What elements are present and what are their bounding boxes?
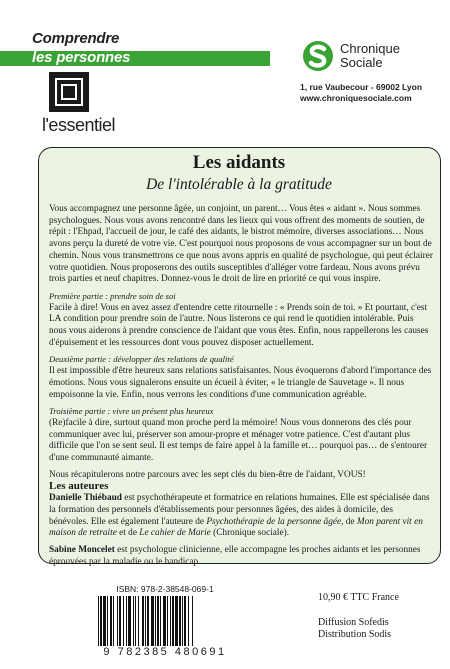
publisher-name-line2: Sociale [340,55,383,70]
barcode-block [90,584,240,660]
book-subtitle: De l'intolérable à la gratitude [146,176,332,193]
diffusion-label: Diffusion Sofedis [318,617,389,628]
nested-squares-icon [49,72,89,112]
publisher-address: 1, rue Vaubecour - 69002 Lyon [300,82,423,92]
isbn-label: ISBN: 978-2-38548-069-1 [116,584,214,594]
part2-text: Il est impossible d'être heureux sans relations satisfaisantes. Nous évoquerons d'abord l'importance des émotions. Nous vous signalerons ensuite un écueil à éviter, « le triangle de Sauvetage ». Il nous empoisonne la vie. Enfin, nous verrons les conditions d'une communication agréable. [49,366,432,400]
publisher-name-line1: Chronique [340,41,400,56]
author1-book3: Le cahier de Marie [139,528,211,539]
part2-title: Deuxième partie : développer des relations de qualité [49,354,234,365]
publisher-name [340,42,400,70]
summary-panel [38,147,441,567]
part1-text: Facile à dire! Vous en avez assez d'entendre cette ritournelle : « Prends soin de toi. » Et pourtant, c'est LA condition pour prendre soin de l'autre. Nous listerons ce qui rend le quotidien intolérable. Puis nous vous aiderons à prendre conscience de l'aidant que vous êtes. Enfin, nous rappellerons les causes d'épuisement et les ressources dont vous pouvez disposer actuellement. [49,302,429,348]
authors-heading: Les auteures [49,480,109,493]
barcode-digits: 9 782385 480691 [103,646,227,658]
series-title-line1: Comprendre [32,30,120,47]
part3-text: (Re)facile à dire, surtout quand mon proche perd la mémoire! Nous vous donnerons des clés pour communiquer avec lui, préserver son amour-propre et ménager votre patience. C'est d'autant plus difficile que l'on se sent seul. Il est temps de faire appel à la famille et… pourquoi pas… de s'entourer d'une communauté aimante. [49,417,428,464]
author2-bio [49,545,433,568]
author1-name: Danielle Thiébaud [49,493,122,504]
author1-book2: Mon parent vit en maison de retraite [49,516,423,539]
author2-name: Sabine Moncelet [49,544,115,555]
collection-name: l'essentiel [42,115,115,135]
author1-text4: (Chronique sociale). [210,528,290,539]
chronique-sociale-logo-icon [302,40,334,72]
part1-title: Première partie : prendre soin de soi [49,290,176,301]
closing-paragraph: Nous récapitulerons notre parcours avec les sept clés du bien-être de l'aidant, VOUS! [49,469,366,480]
price-label: 10,90 € TTC France [318,592,399,603]
part3-title: Troisième partie : vivre un présent plus heureux [49,406,214,417]
distribution-block [318,617,391,641]
distribution-label: Distribution Sodis [318,629,392,640]
book-title: Les aidants [192,152,286,173]
summary-body [49,204,433,568]
back-cover-header [0,0,450,145]
author2-text: est psychologue clinicienne, elle accompagne les proches aidants et les personnes éprouvées par la maladie ou le handicap. [49,544,421,567]
author1-bio [49,493,433,540]
barcode-icon [96,596,234,648]
publisher-website: www.chroniquesociale.com [300,93,412,103]
author1-text2: , de [341,516,357,527]
author1-book1: Psychothérapie de la personne âgée [206,516,342,527]
author1-text1: est psychothérapeute et formatrice en relations humaines. Elle est spécialisée dans la formation des personnels d'établissements pour personnes âgées, des aides à domicile, des bénévoles. Elle est également l'auteure de [49,493,430,527]
publisher-address-block [300,82,422,104]
intro-paragraph: Vous accompagnez une personne âgée, un conjoint, un parent… Vous êtes « aidant ». Nous sommes psychologues. Nous vous avons rencontré dans les lieux qui vous offrent des moments de soutien, de répit : l'Ehpad, l'accueil de jour, le café des aidants, le bistrot mémoire, diverses associations… Nous avons perçu la dureté de votre vie. C'est pourquoi nous proposons de vous accompagner sur un bout de chemin. Nous vous transmettrons ce que nous avons appris en qualité de psychologue, qui peut éclairer votre quotidien. Nous proposerons des outils susceptibles d'alléger votre fardeau. Nous avons prévu trois parties et neuf chapitres. Donnez-vous le droit de lire en priorité ce qui vous inspire. [49,204,433,285]
series-title-line2: les personnes [32,49,131,66]
author1-text3: et de [116,528,140,539]
